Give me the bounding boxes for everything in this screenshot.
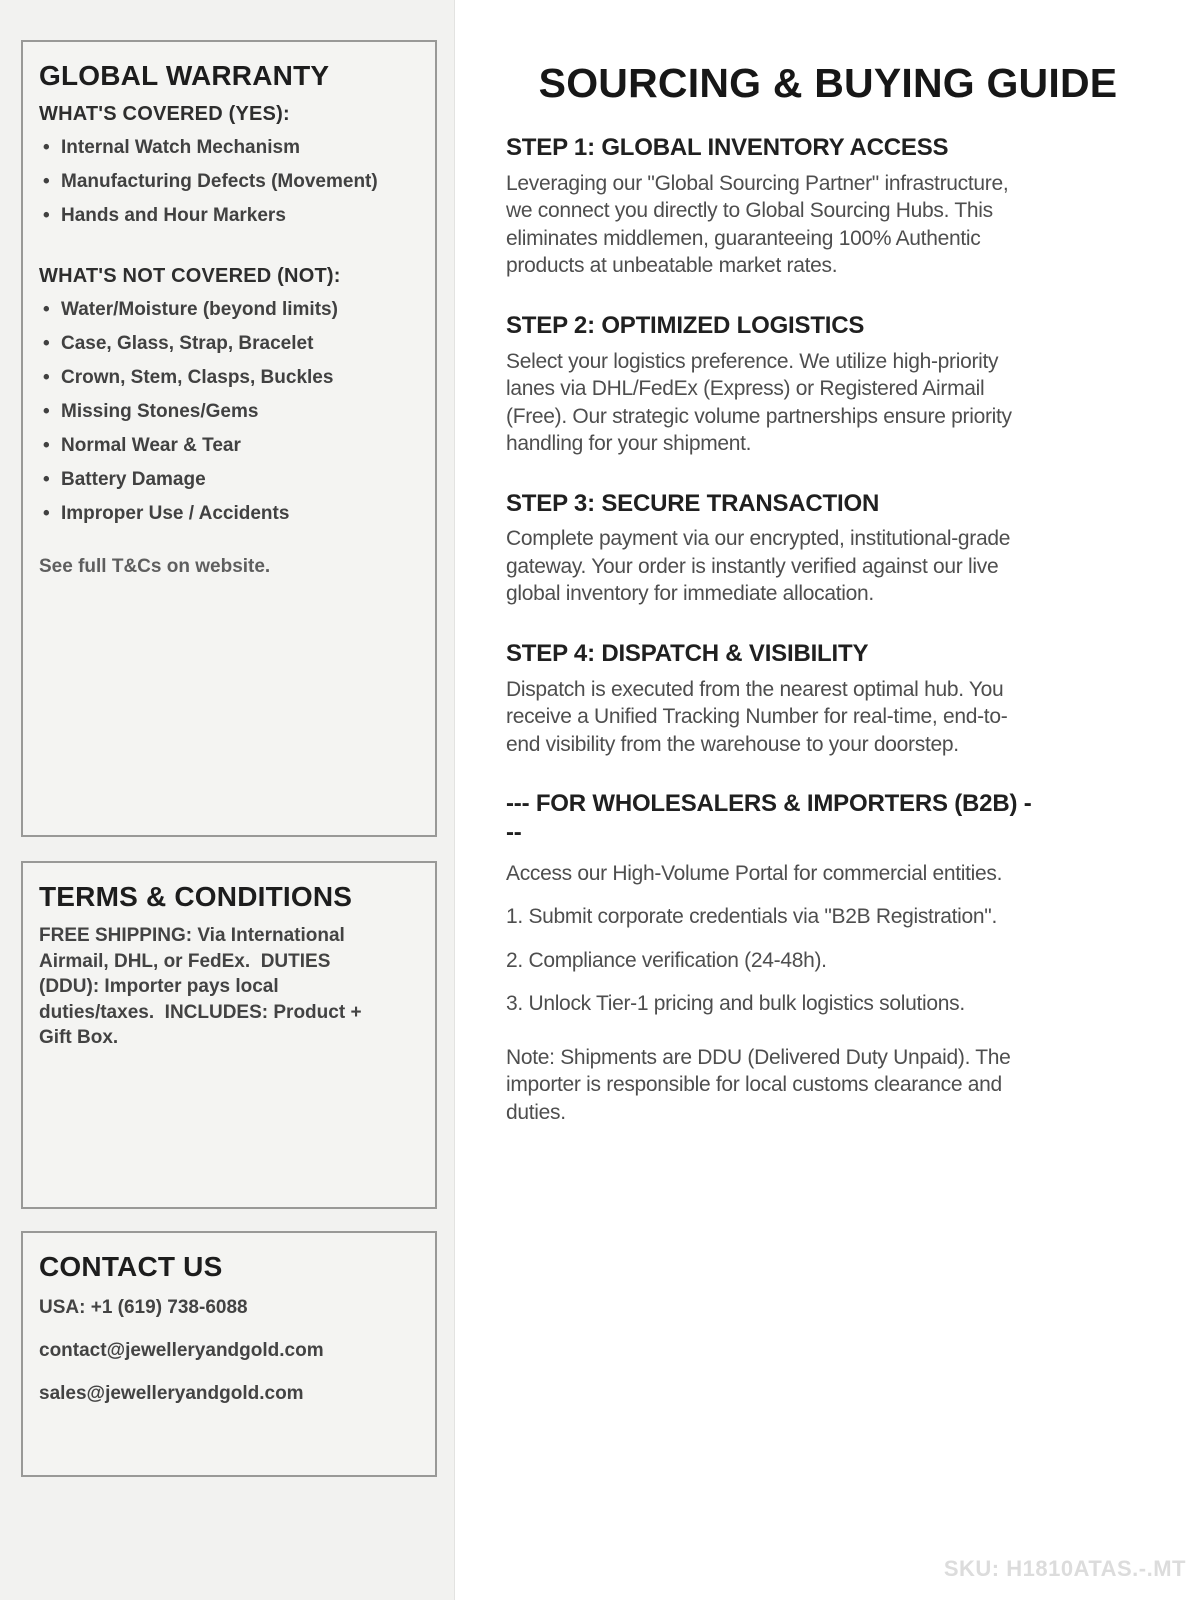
list-item: • Normal Wear & Tear	[39, 434, 419, 458]
contact-email: contact@jewelleryandgold.com	[39, 1340, 324, 1362]
step-body: Select your logistics preference. We utilize high-priority lanes via DHL/FedEx (Express) or Registered Airmail (Free). Our strategic volume partnerships ensure priority handling for your shipment.	[506, 349, 1012, 456]
warranty-box	[21, 40, 437, 837]
contact-title: CONTACT US	[39, 1251, 223, 1282]
guide-content	[506, 134, 1036, 1126]
b2b-section	[506, 790, 1036, 1126]
step-heading: STEP 3: SECURE TRANSACTION	[506, 489, 880, 517]
step-3	[506, 490, 1036, 608]
page-title: SOURCING & BUYING GUIDE	[538, 60, 1118, 106]
b2b-heading: --- FOR WHOLESALERS & IMPORTERS (B2B) ---	[506, 790, 1032, 846]
list-item: • Crown, Stem, Clasps, Buckles	[39, 366, 419, 390]
step-4	[506, 640, 1036, 758]
b2b-item: 1. Submit corporate credentials via "B2B Registration".	[506, 905, 997, 929]
terms-title: TERMS & CONDITIONS	[39, 881, 353, 912]
not-covered-list	[39, 298, 419, 526]
b2b-item: 2. Compliance verification (24-48h).	[506, 948, 827, 972]
b2b-item: 3. Unlock Tier-1 pricing and bulk logistics solutions.	[506, 992, 965, 1016]
not-covered-title: WHAT'S NOT COVERED (NOT):	[39, 265, 341, 288]
step-1	[506, 134, 1036, 280]
step-heading: STEP 4: DISPATCH & VISIBILITY	[506, 639, 869, 667]
covered-list	[39, 136, 419, 228]
list-item: • Internal Watch Mechanism	[39, 136, 419, 160]
step-heading: STEP 1: GLOBAL INVENTORY ACCESS	[506, 134, 949, 161]
step-heading: STEP 2: OPTIMIZED LOGISTICS	[506, 311, 865, 339]
list-item: • Water/Moisture (beyond limits)	[39, 298, 419, 322]
list-item: • Manufacturing Defects (Movement)	[39, 170, 419, 194]
contact-box	[21, 1231, 437, 1477]
sku-label: SKU: H1810ATAS.-.MT	[943, 1556, 1186, 1581]
b2b-note: Note: Shipments are DDU (Delivered Duty Unpaid). The importer is responsible for local customs clearance and duties.	[506, 1045, 1011, 1124]
warranty-footnote: See full T&Cs on website.	[39, 556, 271, 578]
main-guide	[456, 0, 1200, 1600]
sidebar	[0, 0, 455, 1600]
terms-box	[21, 861, 437, 1209]
sales-email: sales@jewelleryandgold.com	[39, 1383, 304, 1405]
list-item: • Missing Stones/Gems	[39, 400, 419, 424]
terms-body: FREE SHIPPING: Via International Airmail, DHL, or FedEx. DUTIES (DDU): Importer pays local duties/taxes. INCLUDES: Product + Gift Box.	[39, 925, 367, 1049]
step-2	[506, 312, 1036, 458]
list-item: • Improper Use / Accidents	[39, 502, 419, 526]
step-body: Leveraging our "Global Sourcing Partner" infrastructure, we connect you directly to Global Sourcing Hubs. This eliminates middlemen, guaranteeing 100% Authentic products at unbeatable market rates.	[506, 171, 1009, 278]
b2b-intro: Access our High-Volume Portal for commercial entities.	[506, 861, 1003, 885]
step-body: Dispatch is executed from the nearest optimal hub. You receive a Unified Tracking Number for real-time, end-to-end visibility from the warehouse to your doorstep.	[506, 677, 1008, 756]
list-item: • Battery Damage	[39, 468, 419, 492]
list-item: • Case, Glass, Strap, Bracelet	[39, 332, 419, 356]
warranty-title: GLOBAL WARRANTY	[39, 60, 330, 91]
list-item: • Hands and Hour Markers	[39, 204, 419, 228]
covered-title: WHAT'S COVERED (YES):	[39, 103, 290, 126]
contact-phone: USA: +1 (619) 738-6088	[39, 1297, 248, 1319]
step-body: Complete payment via our encrypted, institutional-grade gateway. Your order is instantly verified against our live global inventory for immediate allocation.	[506, 527, 1011, 606]
